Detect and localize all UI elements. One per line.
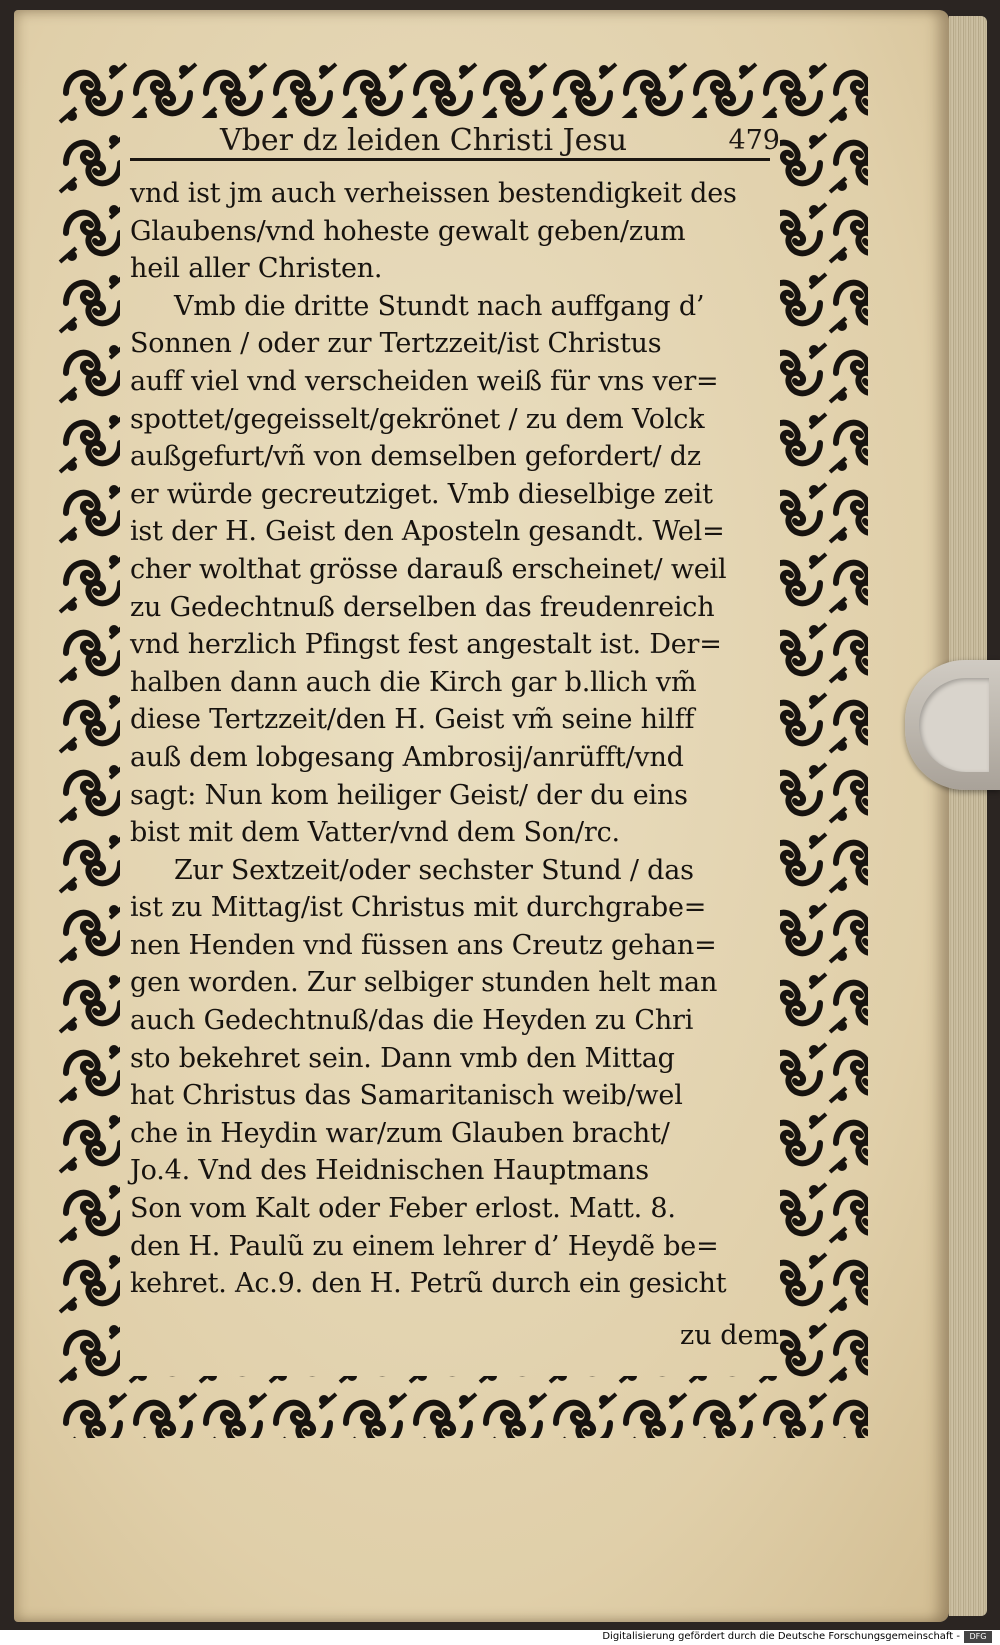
text-line: vnd herzlich Pfingst fest angestalt ist. Der= — [130, 629, 722, 661]
text-line: Jo.4. Vnd des Heidnischen Hauptmans — [130, 1155, 649, 1187]
text-line: gen worden. Zur selbiger stunden helt man — [130, 967, 718, 999]
text-line: außgefurt/vñ von demselben gefordert/ dz — [130, 441, 701, 473]
text-line: diese Tertzzeit/den H. Geist vm̃ seine hilff — [130, 704, 695, 736]
text-line: che in Heydin war/zum Glauben bracht/ — [130, 1117, 670, 1149]
text-line: Sonnen / oder zur Tertzzeit/ist Christus — [130, 328, 662, 360]
header-rule — [130, 158, 770, 161]
text-line: Glaubens/vnd hoheste gewalt geben/zum — [130, 215, 686, 247]
text-line: sto bekehret sein. Dann vmb den Mittag — [130, 1042, 675, 1074]
text-line: auch Gedechtnuß/das die Heyden zu Chri — [130, 1005, 694, 1037]
text-line: cher wolthat grösse darauß erscheinet/ weil — [130, 553, 727, 585]
text-line: nen Henden vnd füssen ans Creutz gehan= — [130, 929, 717, 961]
running-head-title: Vber dz leiden Christi Jesu — [220, 123, 628, 158]
text-line: ist zu Mittag/ist Christus mit durchgrabe= — [130, 892, 707, 924]
text-line: Zur Sextzeit/oder sechster Stund / das — [174, 854, 694, 886]
text-line: sagt: Nun kom heiliger Geist/ der du eins — [130, 779, 688, 811]
text-line: Son vom Kalt oder Feber erlost. Matt. 8. — [130, 1193, 676, 1225]
dfg-logo: DFG — [964, 1631, 992, 1643]
text-line: hat Christus das Samaritanisch weib/wel — [130, 1080, 683, 1112]
text-line: heil aller Christen. — [130, 253, 383, 285]
text-line: ist der H. Geist den Aposteln gesandt. Wel= — [130, 516, 725, 548]
catchword: zu dem — [680, 1320, 780, 1351]
text-line: vnd ist jm auch verheissen bestendigkeit des — [130, 178, 737, 209]
text-line: auß dem lobgesang Ambrosij/anrüfft/vnd — [130, 741, 684, 773]
text-line: zu Gedechtnuß derselben das freudenreich — [130, 591, 715, 623]
body-text — [130, 175, 780, 1303]
page-number: 479 — [728, 125, 780, 156]
running-head — [220, 123, 780, 163]
text-line: den H. Paulũ zu einem lehrer d’ Heydẽ be= — [130, 1230, 719, 1262]
text-line: bist mit dem Vatter/vnd dem Son/rc. — [130, 817, 620, 849]
text-line: spottet/gegeisselt/gekrönet / zu dem Volck — [130, 403, 705, 435]
text-line: halben dann auch die Kirch gar b.llich vm̃ — [130, 666, 697, 698]
text-line: kehret. Ac.9. den H. Petrũ durch ein gesicht — [130, 1268, 727, 1300]
text-line: er würde gecreutziget. Vmb dieselbige zeit — [130, 478, 713, 510]
text-line: Vmb die dritte Stundt nach auffgang d’ — [174, 290, 705, 322]
book-fore-edge — [949, 16, 987, 1616]
text-line: auff viel vnd verscheiden weiß für vns ver= — [130, 365, 719, 397]
footer-credit: Digitalisierung gefördert durch die Deutsche Forschungsgemeinschaft - — [602, 1631, 960, 1642]
